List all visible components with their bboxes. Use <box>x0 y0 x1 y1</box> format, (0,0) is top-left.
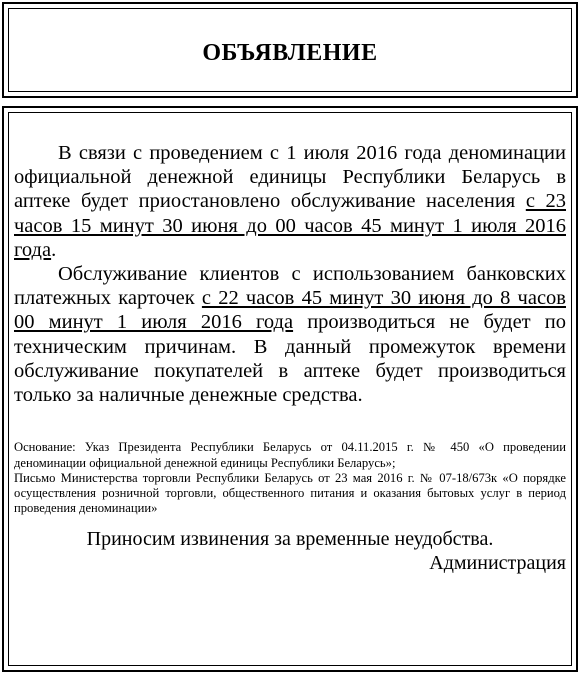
notice-content <box>14 141 566 575</box>
title-frame <box>2 2 578 98</box>
card-payments-period: с 22 часов 45 минут 30 июня до 8 часов 00 минут 1 июля 2016 года <box>14 287 566 334</box>
notice-title: ОБЪЯВЛЕНИЕ <box>202 40 378 66</box>
signature: Администрация <box>429 551 566 574</box>
basis-decree: Основание: Указ Президента Республики Беларусь от 04.11.2015 г. № 450 «О проведении деноминации официальной денежной единицы Республики Беларусь»; <box>14 440 566 470</box>
paragraph-suspension <box>14 141 566 262</box>
paragraph-suspension-end: . <box>51 238 57 261</box>
suspension-period: с 23 часов 15 минут 30 июня до 00 часов 45 минут 1 июля 2016 года <box>14 190 566 261</box>
apology-text: Приносим извинения за временные неудобства. <box>86 527 494 550</box>
paragraph-card-payments <box>14 262 566 407</box>
paragraph-suspension-text: В связи с проведением с 1 июля 2016 года деноминации официальной денежной единицы Республики Беларусь в аптеке будет приостановлено обслуживание населения <box>14 142 566 213</box>
body-frame <box>2 106 578 672</box>
paragraph-card-payments-text: Обслуживание клиентов с использованием банковских платежных карточек <box>14 263 566 310</box>
basis-letter: Письмо Министерства торговли Республики Беларусь от 23 мая 2016 г. № 07-18/673к «О порядке осуществления розничной торговли, общественного питания и оказания бытовых услуг в период проведения деноминации» <box>14 470 566 516</box>
paragraph-card-payments-end: производиться не будет по техническим причинам. В данный промежуток времени обслуживание покупателей в аптеке будет производиться только за наличные денежные средства. <box>14 311 566 407</box>
